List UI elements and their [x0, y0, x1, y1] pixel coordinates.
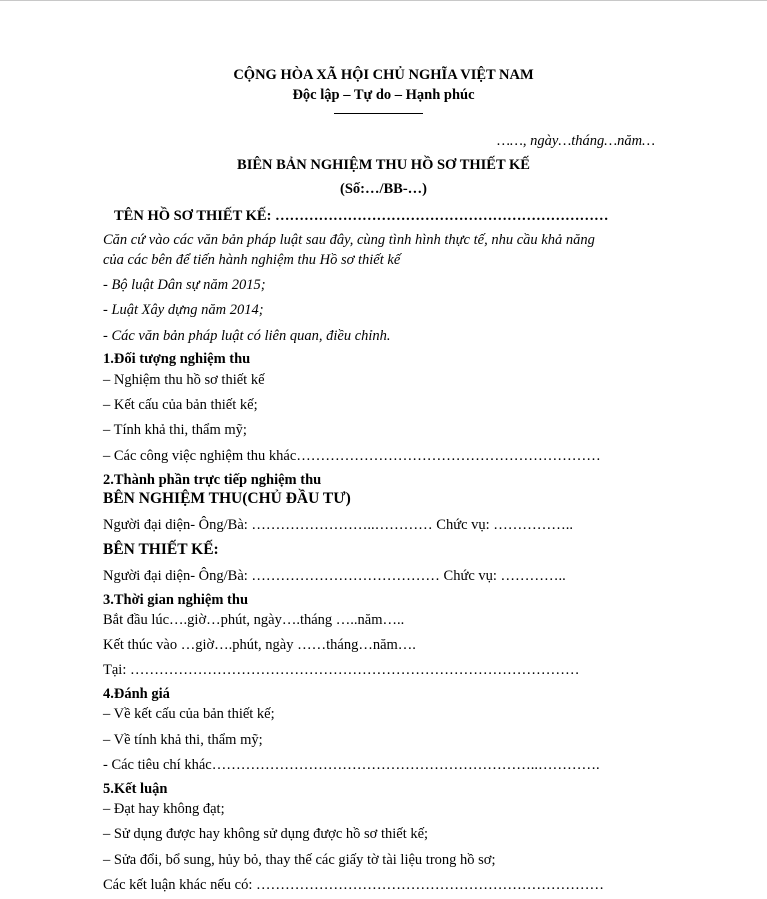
record-name: TÊN HỒ SƠ THIẾT KẾ: ……………………………………………………………: [114, 208, 609, 224]
party-a-heading: BÊN NGHIỆM THU(CHỦ ĐẦU TƯ): [103, 490, 351, 507]
page-top-border: [0, 0, 767, 1]
section-1-item: – Tính khả thi, thẩm mỹ;: [103, 422, 247, 438]
party-b-heading: BÊN THIẾT KẾ:: [103, 541, 219, 558]
section-1-item: – Kết cấu của bản thiết kế;: [103, 397, 258, 413]
motto-underline: [334, 113, 423, 114]
section-1-heading: 1.Đối tượng nghiệm thu: [103, 351, 251, 367]
place: Tại: …………………………………………………………………………………: [103, 662, 580, 678]
document-title: BIÊN BẢN NGHIỆM THU HỒ SƠ THIẾT KẾ: [237, 157, 530, 173]
end-time: Kết thúc vào …giờ….phút, ngày ……tháng…năm….: [103, 637, 416, 653]
section-4-item: – Về tính khả thi, thẩm mỹ;: [103, 732, 263, 748]
document-number: (Số:…/BB-…): [340, 181, 427, 197]
start-time: Bắt đầu lúc….giờ…phút, ngày….tháng …..năm…..: [103, 612, 405, 628]
party-b-representative: Người đại diện- Ông/Bà: ………………………………… Chức vụ: …………..: [103, 568, 566, 584]
section-1-item: – Nghiệm thu hồ sơ thiết kế: [103, 372, 265, 388]
other-conclusions: Các kết luận khác nếu có: ………………………………………………………………: [103, 877, 604, 893]
section-5-item: – Sửa đổi, bổ sung, hủy bỏ, thay thế các giấy tờ tài liệu trong hồ sơ;: [103, 852, 496, 868]
section-1-item: – Các công việc nghiệm thu khác………………………………………………………: [103, 448, 601, 464]
preamble-line-1: Căn cứ vào các văn bản pháp luật sau đây, cùng tình hình thực tế, nhu cầu khả năng: [103, 232, 595, 248]
national-title: CỘNG HÒA XÃ HỘI CHỦ NGHĨA VIỆT NAM: [233, 67, 534, 83]
party-a-representative: Người đại diện- Ông/Bà: ……………………..………… Chức vụ: ……………..: [103, 517, 574, 533]
preamble-line-2: của các bên để tiến hành nghiệm thu Hồ sơ thiết kế: [103, 252, 401, 268]
section-3-heading: 3.Thời gian nghiệm thu: [103, 592, 249, 608]
section-4-heading: 4.Đánh giá: [103, 686, 170, 702]
section-4-item: - Các tiêu chí khác…………………………………………………………..………….: [103, 757, 600, 773]
legal-basis-item: - Luật Xây dựng năm 2014;: [103, 302, 264, 318]
legal-basis-item: - Các văn bản pháp luật có liên quan, điều chỉnh.: [103, 328, 391, 344]
section-4-item: – Về kết cấu của bản thiết kế;: [103, 706, 275, 722]
national-motto: Độc lập – Tự do – Hạnh phúc: [292, 87, 475, 103]
section-5-item: – Đạt hay không đạt;: [103, 801, 225, 817]
section-2-heading: 2.Thành phần trực tiếp nghiệm thu: [103, 472, 322, 488]
section-5-item: – Sử dụng được hay không sử dụng được hồ sơ thiết kế;: [103, 826, 429, 842]
date-line: ……, ngày…tháng…năm…: [497, 133, 655, 149]
section-5-heading: 5.Kết luận: [103, 781, 168, 797]
legal-basis-item: - Bộ luật Dân sự năm 2015;: [103, 277, 266, 293]
